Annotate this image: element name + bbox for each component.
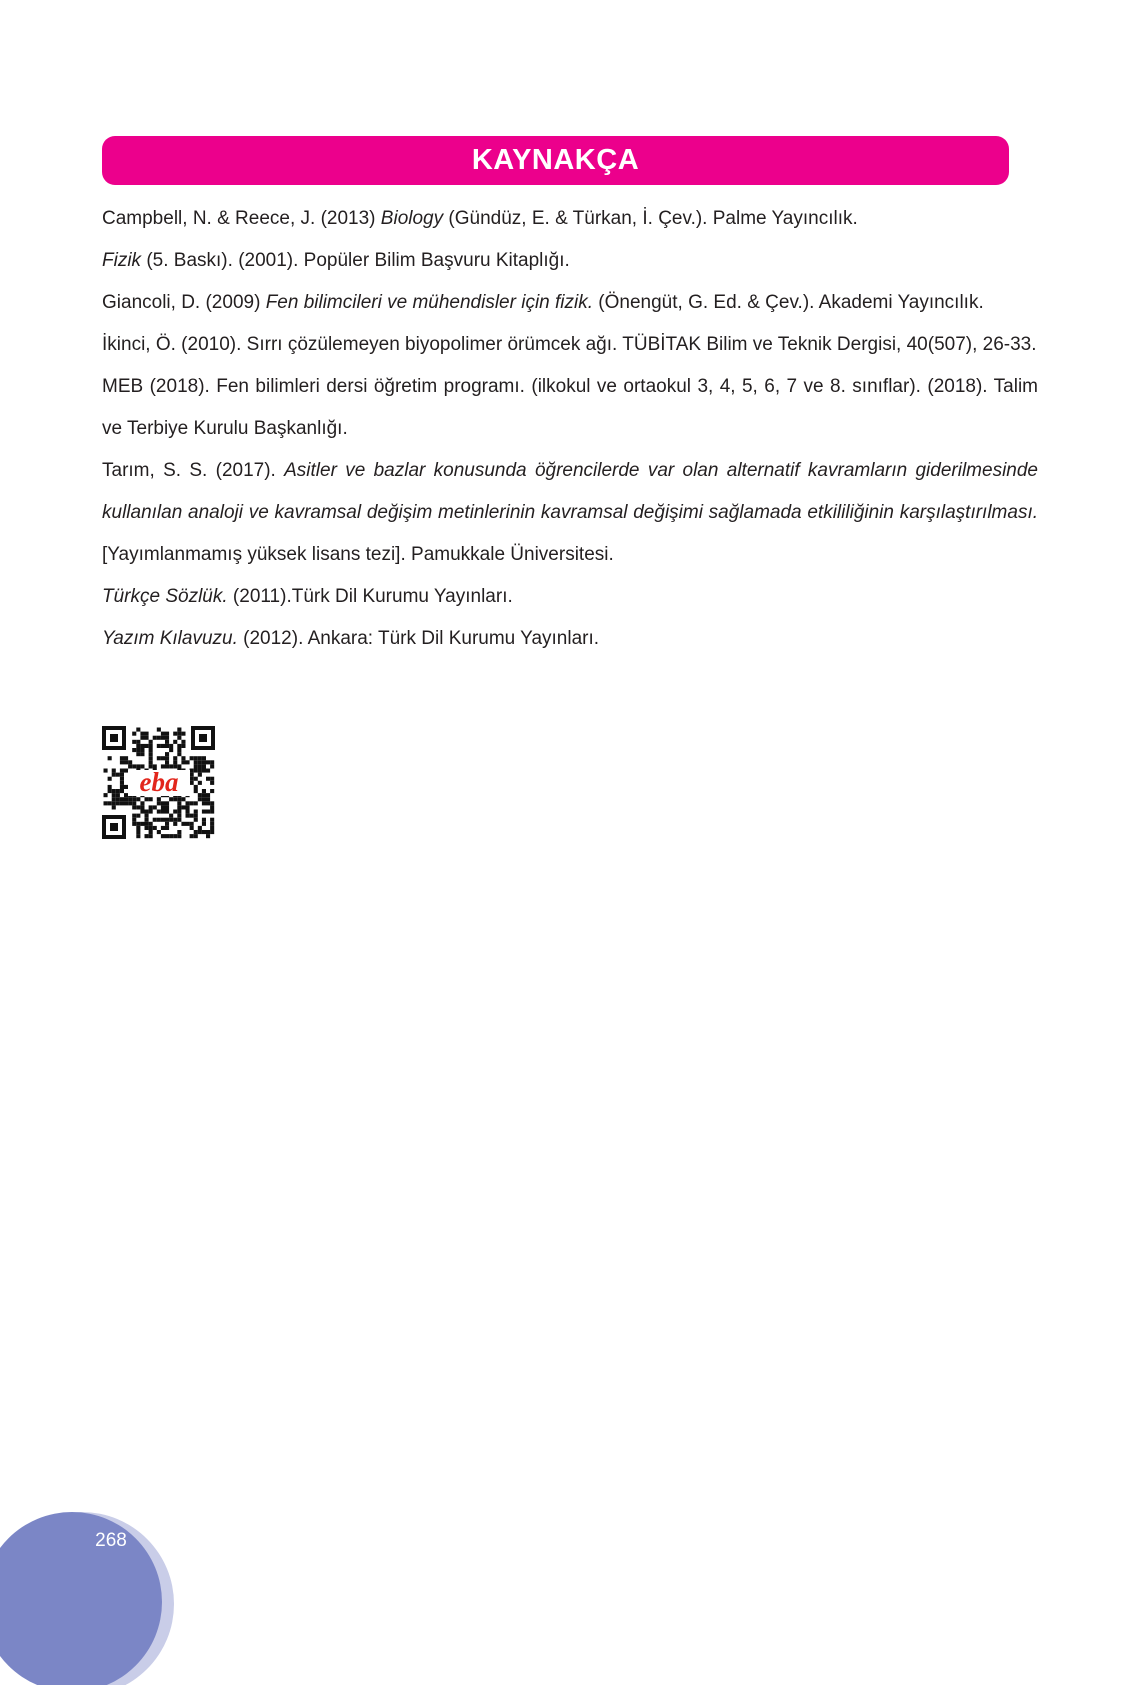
reference-text: Giancoli, D. (2009) — [102, 292, 266, 313]
title-bar — [102, 136, 1009, 185]
reference-text: Campbell, N. & Reece, J. (2013) — [102, 208, 381, 229]
reference-title: Fizik — [102, 250, 142, 271]
reference-title: Asitler ve bazlar konusunda öğrencilerde var olan alternatif kavramların giderilmesinde kullanılan analoji ve kavramsal değişim metinlerinin kavramsal değişimi sağlamada etkililiğinin karşılaştırılması. — [102, 460, 1038, 523]
reference-item — [102, 282, 1038, 324]
reference-text: (Gündüz, E. & Türkan, İ. Çev.). Palme Yayıncılık. — [443, 208, 858, 229]
reference-item — [102, 366, 1038, 450]
page-number: 268 — [95, 1530, 127, 1551]
page-title: KAYNAKÇA — [471, 144, 640, 176]
reference-text: MEB (2018). Fen bilimleri dersi öğretim programı. (ilkokul ve ortaokul 3, 4, 5, 6, 7 ve 8. sınıflar). (2018). Talim ve Terbiye Kurulu Başkanlığı. — [102, 376, 1038, 439]
reference-item — [102, 618, 1038, 660]
reference-title: Fen bilimcileri ve mühendisler için fizik. — [265, 292, 594, 313]
eba-qr-code[interactable] — [102, 726, 215, 839]
reference-text: [Yayımlanmamış yüksek lisans tezi]. Pamukkale Üniversitesi. — [102, 544, 614, 565]
reference-item — [102, 576, 1038, 618]
reference-title: Yazım Kılavuzu. — [102, 628, 238, 649]
reference-item — [102, 198, 1038, 240]
reference-item — [102, 240, 1038, 282]
reference-text: (Önengüt, G. Ed. & Çev.). Akademi Yayıncılık. — [593, 292, 984, 313]
eba-logo: eba — [139, 767, 179, 797]
qr-code-icon — [102, 726, 215, 839]
reference-title: Türkçe Sözlük. — [102, 586, 228, 607]
reference-text: (5. Baskı). (2001). Popüler Bilim Başvuru Kitaplığı. — [141, 250, 570, 271]
reference-text: İkinci, Ö. (2010). Sırrı çözülemeyen biyopolimer örümcek ağı. TÜBİTAK Bilim ve Teknik Dergisi, 40(507), 26-33. — [102, 334, 1037, 355]
reference-text: (2011).Türk Dil Kurumu Yayınları. — [227, 586, 513, 607]
reference-title: Biology — [380, 208, 444, 229]
reference-list — [102, 198, 1038, 660]
reference-text: Tarım, S. S. (2017). — [102, 460, 285, 481]
reference-item — [102, 450, 1038, 576]
reference-text: (2012). Ankara: Türk Dil Kurumu Yayınları. — [237, 628, 600, 649]
reference-item — [102, 324, 1038, 366]
